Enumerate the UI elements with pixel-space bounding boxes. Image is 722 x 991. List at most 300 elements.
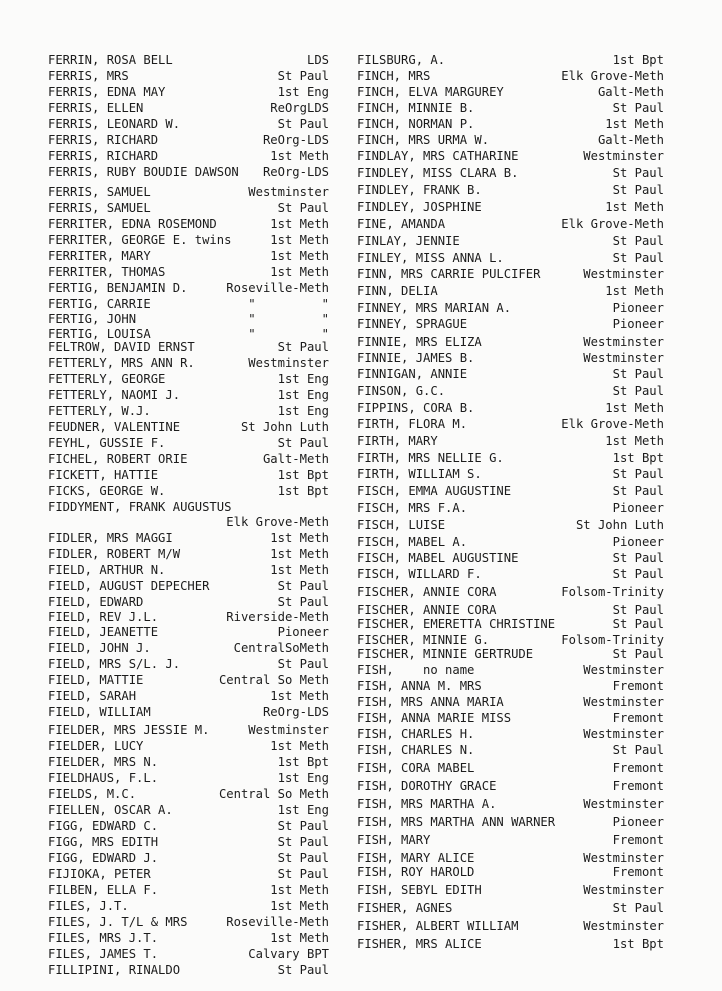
entry-church: Galt-Meth — [262, 452, 329, 466]
entry-church: 1st Bpt — [612, 937, 664, 951]
entry-church: CentralSoMeth — [233, 641, 329, 655]
entry-church: St Paul — [277, 867, 329, 881]
entry-name: FISH, MRS MARTHA A. — [357, 797, 497, 811]
entry-church: St Paul — [277, 963, 329, 977]
directory-entry — [48, 962, 329, 978]
entry-church: 1st Eng — [277, 372, 329, 386]
directory-entry — [357, 52, 664, 68]
entry-name: FERRIS, LEONARD W. — [48, 117, 181, 131]
directory-entry — [357, 726, 664, 742]
entry-name: FIELLEN, OSCAR A. — [48, 803, 173, 817]
entry-name: FISH, ANNA M. MRS — [357, 679, 482, 693]
entry-church: Pioneer — [612, 501, 664, 515]
directory-entry — [48, 930, 329, 946]
entry-name: FISH, MRS MARTHA ANN WARNER — [357, 815, 556, 829]
entry-church: ReOrgLDS — [270, 101, 329, 115]
entry-name: FERRIS, MRS — [48, 69, 129, 83]
directory-entry — [48, 946, 329, 962]
entry-church: Fremont — [612, 865, 664, 879]
entry-church: St Paul — [612, 484, 664, 498]
directory-entry — [357, 517, 664, 533]
entry-name: FERRITER, THOMAS — [48, 265, 166, 279]
entry-church: St Paul — [612, 166, 664, 180]
entry-church: St Paul — [612, 384, 664, 398]
directory-entry — [357, 350, 664, 366]
entry-church: St Paul — [612, 101, 664, 115]
entry-church: St Paul — [612, 234, 664, 248]
directory-entry — [48, 311, 329, 327]
entry-name: FISH, CORA MABEL — [357, 761, 475, 775]
directory-entry — [48, 688, 329, 704]
entry-church: St Paul — [612, 617, 664, 631]
entry-name: FINDLEY, JOSPHINE — [357, 200, 482, 214]
entry-church: Westminster — [583, 663, 664, 677]
entry-church: St John Luth — [575, 518, 664, 532]
entry-church: 1st Bpt — [277, 755, 329, 769]
directory-entry — [357, 216, 664, 232]
entry-name: FIELDS, M.C. — [48, 787, 137, 801]
entry-church: 1st Eng — [277, 388, 329, 402]
entry-church: St John Luth — [240, 420, 329, 434]
entry-name: FINNIGAN, ANNIE — [357, 367, 468, 381]
directory-entry — [357, 283, 664, 299]
entry-name: FIELD, SARAH — [48, 689, 137, 703]
directory-entry — [48, 164, 329, 180]
directory-entry — [357, 116, 664, 132]
entry-name: FINSON, G.C. — [357, 384, 446, 398]
entry-name: FISH, DOROTHY GRACE — [357, 779, 497, 793]
directory-entry — [48, 802, 329, 818]
directory-entry — [48, 914, 329, 930]
entry-name: FIDDYMENT, FRANK AUGUSTUS — [48, 500, 232, 514]
entry-church: 1st Meth — [270, 563, 329, 577]
entry-church: 1st Eng — [277, 771, 329, 785]
directory-entry — [48, 866, 329, 882]
directory-entry — [48, 818, 329, 834]
directory-entry — [357, 433, 664, 449]
entry-church: Calvary BPT — [248, 947, 329, 961]
entry-name: FIDLER, ROBERT M/W — [48, 547, 181, 561]
entry-name: FIELDER, LUCY — [48, 739, 144, 753]
directory-entry — [48, 435, 329, 451]
entry-church: 1st Meth — [270, 249, 329, 263]
entry-name: FISCH, LUISE — [357, 518, 446, 532]
entry-name: FISH, SEBYL EDITH — [357, 883, 482, 897]
entry-name: FIDLER, MRS MAGGI — [48, 531, 173, 545]
directory-entry — [48, 84, 329, 100]
directory-entry — [48, 786, 329, 802]
directory-entry — [357, 882, 664, 898]
entry-name: FIELD, MRS S/L. J. — [48, 657, 181, 671]
entry-church: St Paul — [277, 201, 329, 215]
entry-church: ReOrg-LDS — [262, 705, 329, 719]
entry-church: 1st Meth — [605, 284, 664, 298]
directory-entry — [357, 132, 664, 148]
entry-name: FIELD, WILLIAM — [48, 705, 151, 719]
directory-entry — [357, 199, 664, 215]
entry-church: 1st Meth — [605, 200, 664, 214]
entry-name: FILES, JAMES T. — [48, 947, 159, 961]
entry-church: St Paul — [277, 595, 329, 609]
directory-entry — [357, 584, 664, 600]
entry-church: Roseville-Meth — [226, 281, 329, 295]
entry-church: St Paul — [612, 367, 664, 381]
entry-name: FERRIS, SAMUEL — [48, 185, 151, 199]
directory-entry — [48, 248, 329, 264]
directory-entry — [48, 296, 329, 312]
entry-name: FISCH, MABEL AUGUSTINE — [357, 551, 519, 565]
entry-name: FINCH, MINNIE B. — [357, 101, 475, 115]
entry-name: FETTERLY, GEORGE — [48, 372, 166, 386]
entry-name: FIELDER, MRS N. — [48, 755, 159, 769]
entry-church: ReOrg-LDS — [262, 165, 329, 179]
directory-entry — [48, 514, 329, 530]
directory-entry — [48, 499, 329, 515]
entry-church: 1st Eng — [277, 803, 329, 817]
entry-name: FETTERLY, NAOMI J. — [48, 388, 181, 402]
entry-name: FIGG, EDWARD J. — [48, 851, 159, 865]
entry-name: FISHER, AGNES — [357, 901, 453, 915]
entry-name: FINCH, MRS — [357, 69, 431, 83]
entry-name: FISHER, MRS ALICE — [357, 937, 482, 951]
entry-name: FISCH, MRS F.A. — [357, 501, 468, 515]
entry-church: Pioneer — [612, 301, 664, 315]
entry-church: Galt-Meth — [597, 85, 664, 99]
directory-entry — [357, 250, 664, 266]
directory-entry — [357, 68, 664, 84]
entry-name: FISHER, ALBERT WILLIAM — [357, 919, 519, 933]
directory-entry — [357, 550, 664, 566]
entry-name: FILES, J. T/L & MRS — [48, 915, 188, 929]
entry-church: Fremont — [612, 711, 664, 725]
directory-entry — [357, 900, 664, 916]
entry-church: St Paul — [277, 117, 329, 131]
directory-entry — [357, 300, 664, 316]
entry-name: FINNIE, MRS ELIZA — [357, 335, 482, 349]
entry-name: FISCH, MABEL A. — [357, 535, 468, 549]
directory-entry — [357, 416, 664, 432]
entry-name: FIELD, JEANETTE — [48, 625, 159, 639]
entry-name: FIELDER, MRS JESSIE M. — [48, 723, 210, 737]
entry-church: Central So Meth — [218, 787, 329, 801]
directory-entry — [48, 116, 329, 132]
entry-church: 1st Meth — [270, 265, 329, 279]
directory-entry — [48, 640, 329, 656]
entry-church: 1st Meth — [605, 401, 664, 415]
entry-name: FICKETT, HATTIE — [48, 468, 159, 482]
entry-church: Fremont — [612, 833, 664, 847]
entry-church: Westminster — [583, 851, 664, 865]
directory-entry — [357, 814, 664, 830]
directory-entry — [48, 483, 329, 499]
entry-name: FERRIS, ELLEN — [48, 101, 144, 115]
directory-entry — [48, 834, 329, 850]
right-column — [357, 52, 664, 952]
entry-name: FISH, CHARLES N. — [357, 743, 475, 757]
entry-church: St Paul — [277, 819, 329, 833]
entry-name: FISCHER, ANNIE CORA — [357, 603, 497, 617]
entry-church: St Paul — [612, 467, 664, 481]
directory-entry — [357, 100, 664, 116]
entry-name: FINDLAY, MRS CATHARINE — [357, 149, 519, 163]
entry-church: Pioneer — [612, 317, 664, 331]
directory-entry — [48, 403, 329, 419]
entry-church: 1st Eng — [277, 85, 329, 99]
entry-church: 1st Meth — [270, 689, 329, 703]
directory-entry — [357, 483, 664, 499]
entry-name: FISH, MARY ALICE — [357, 851, 475, 865]
entry-name: FIELD, EDWARD — [48, 595, 144, 609]
entry-name: FISH, ROY HAROLD — [357, 865, 475, 879]
entry-church: 1st Meth — [270, 931, 329, 945]
entry-church: Galt-Meth — [597, 133, 664, 147]
entry-church: Elk Grove-Meth — [561, 217, 664, 231]
entry-name: FINLAY, JENNIE — [357, 234, 460, 248]
entry-name: FETTERLY, W.J. — [48, 404, 151, 418]
entry-name: FILBEN, ELLA F. — [48, 883, 159, 897]
directory-entry — [48, 754, 329, 770]
directory-entry — [357, 662, 664, 678]
entry-church: Fremont — [612, 679, 664, 693]
directory-entry — [48, 339, 329, 355]
entry-name: FIELD, JOHN J. — [48, 641, 151, 655]
entry-name: FILES, MRS J.T. — [48, 931, 159, 945]
entry-church: Elk Grove-Meth — [561, 417, 664, 431]
directory-entry — [357, 616, 664, 632]
entry-name: FERTIG, LOUISA — [48, 327, 151, 341]
directory-entry — [48, 738, 329, 754]
entry-church: 1st Bpt — [277, 484, 329, 498]
directory-entry — [357, 832, 664, 848]
directory-entry — [48, 578, 329, 594]
directory-entry — [48, 530, 329, 546]
entry-church: Westminster — [583, 919, 664, 933]
entry-name: FERRIS, EDNA MAY — [48, 85, 166, 99]
entry-name: FINLEY, MISS ANNA L. — [357, 251, 504, 265]
directory-entry — [48, 704, 329, 720]
entry-name: FISCHER, MINNIE GERTRUDE — [357, 647, 534, 661]
directory-entry — [357, 918, 664, 934]
entry-church: 1st Meth — [270, 547, 329, 561]
entry-church: St Paul — [612, 603, 664, 617]
entry-name: FINDLEY, MISS CLARA B. — [357, 166, 519, 180]
directory-entry — [357, 148, 664, 164]
entry-church: Westminster — [583, 883, 664, 897]
entry-name: FIGG, MRS EDITH — [48, 835, 159, 849]
entry-church: 1st Meth — [270, 233, 329, 247]
entry-church: Roseville-Meth — [226, 915, 329, 929]
entry-church: 1st Meth — [605, 117, 664, 131]
entry-name: FERRITER, MARY — [48, 249, 151, 263]
entry-name: FETTERLY, MRS ANN R. — [48, 356, 195, 370]
directory-entry — [48, 52, 329, 68]
entry-church: St Paul — [277, 657, 329, 671]
directory-entry — [48, 371, 329, 387]
directory-entry — [48, 898, 329, 914]
entry-church: St Paul — [277, 579, 329, 593]
entry-name: FERRITER, GEORGE E. twins — [48, 233, 232, 247]
entry-church: St Paul — [612, 647, 664, 661]
entry-church: 1st Meth — [270, 531, 329, 545]
entry-church: St Paul — [612, 901, 664, 915]
directory-entry — [357, 383, 664, 399]
entry-name: FIELD, AUGUST DEPECHER — [48, 579, 210, 593]
entry-church: St Paul — [277, 835, 329, 849]
entry-name: FINNEY, SPRAGUE — [357, 317, 468, 331]
entry-church: Pioneer — [277, 625, 329, 639]
entry-name: FERRIS, RICHARD — [48, 133, 159, 147]
directory-entry — [48, 594, 329, 610]
entry-name: FIJIOKA, PETER — [48, 867, 151, 881]
entry-name: FINN, MRS CARRIE PULCIFER — [357, 267, 541, 281]
entry-name: FIRTH, MARY — [357, 434, 438, 448]
directory-entry — [357, 778, 664, 794]
directory-entry — [357, 266, 664, 282]
entry-name: FILSBURG, A. — [357, 53, 446, 67]
entry-name: FISCHER, EMERETTA CHRISTINE — [357, 617, 556, 631]
directory-entry — [48, 355, 329, 371]
entry-name: FERRIN, ROSA BELL — [48, 53, 173, 67]
directory-entry — [48, 770, 329, 786]
entry-church: Central So Meth — [218, 673, 329, 687]
directory-entry — [357, 165, 664, 181]
directory-entry — [48, 419, 329, 435]
directory-entry — [48, 264, 329, 280]
entry-name: FINNIE, JAMES B. — [357, 351, 475, 365]
entry-name: FISH, no name — [357, 663, 475, 677]
directory-entry — [357, 710, 664, 726]
directory-entry — [357, 450, 664, 466]
entry-name: FERTIG, JOHN — [48, 312, 137, 326]
entry-church: 1st Meth — [270, 149, 329, 163]
directory-entry — [357, 316, 664, 332]
entry-name: FISCH, EMMA AUGUSTINE — [357, 484, 512, 498]
entry-name: FELTROW, DAVID ERNST — [48, 340, 195, 354]
directory-entry — [357, 334, 664, 350]
entry-name: FIRTH, MRS NELLIE G. — [357, 451, 504, 465]
entry-church: Folsom-Trinity — [561, 633, 664, 647]
entry-name: FINNEY, MRS MARIAN A. — [357, 301, 512, 315]
entry-name: FIRTH, FLORA M. — [357, 417, 468, 431]
directory-entry — [48, 624, 329, 640]
entry-name: FINDLEY, FRANK B. — [357, 183, 482, 197]
directory-entry — [48, 656, 329, 672]
entry-church: St Paul — [612, 567, 664, 581]
directory-entry — [48, 100, 329, 116]
entry-name: FIELDHAUS, F.L. — [48, 771, 159, 785]
entry-church: 1st Bpt — [612, 451, 664, 465]
directory-entry — [357, 566, 664, 582]
directory-entry — [357, 678, 664, 694]
entry-name: FINCH, ELVA MARGUREY — [357, 85, 504, 99]
directory-entry — [357, 742, 664, 758]
entry-church: " " — [248, 312, 329, 326]
entry-church: St Paul — [277, 436, 329, 450]
directory-entry — [48, 200, 329, 216]
entry-church: LDS — [306, 53, 329, 67]
directory-entry — [48, 882, 329, 898]
entry-church: St Paul — [277, 340, 329, 354]
entry-name: FERRIS, RICHARD — [48, 149, 159, 163]
entry-name: FISCHER, MINNIE G. — [357, 633, 490, 647]
entry-name: FILLIPINI, RINALDO — [48, 963, 181, 977]
directory-entry — [48, 467, 329, 483]
entry-name: FIPPINS, CORA B. — [357, 401, 475, 415]
entry-church: 1st Meth — [270, 739, 329, 753]
entry-church: Westminster — [583, 267, 664, 281]
directory-entry — [48, 387, 329, 403]
entry-church: Elk Grove-Meth — [226, 515, 329, 529]
directory-entry — [48, 132, 329, 148]
entry-name: FEYHL, GUSSIE F. — [48, 436, 166, 450]
entry-church: Pioneer — [612, 815, 664, 829]
directory-entry — [357, 182, 664, 198]
entry-church: Pioneer — [612, 535, 664, 549]
entry-church: Westminster — [248, 723, 329, 737]
directory-entry — [357, 534, 664, 550]
entry-church: Westminster — [248, 185, 329, 199]
directory-entry — [48, 280, 329, 296]
directory-entry — [48, 216, 329, 232]
entry-church: Folsom-Trinity — [561, 585, 664, 599]
directory-entry — [48, 546, 329, 562]
entry-church: Westminster — [583, 335, 664, 349]
entry-church: Westminster — [583, 797, 664, 811]
entry-church: Westminster — [583, 695, 664, 709]
entry-name: FISH, CHARLES H. — [357, 727, 475, 741]
entry-name: FERTIG, CARRIE — [48, 297, 151, 311]
directory-entry — [357, 646, 664, 662]
entry-name: FERRIS, SAMUEL — [48, 201, 151, 215]
entry-church: 1st Meth — [605, 434, 664, 448]
directory-entry — [357, 233, 664, 249]
entry-church: 1st Meth — [270, 217, 329, 231]
directory-entry — [48, 672, 329, 688]
entry-church: St Paul — [277, 851, 329, 865]
directory-entry — [357, 84, 664, 100]
entry-church: 1st Bpt — [277, 468, 329, 482]
entry-church: " " — [248, 297, 329, 311]
entry-name: FINE, AMANDA — [357, 217, 446, 231]
directory-entry — [48, 562, 329, 578]
directory-entry — [48, 232, 329, 248]
left-column — [48, 52, 329, 977]
entry-name: FIRTH, WILLIAM S. — [357, 467, 482, 481]
entry-church: " " — [248, 327, 329, 341]
directory-entry — [48, 184, 329, 200]
entry-name: FISH, MARY — [357, 833, 431, 847]
directory-entry — [357, 366, 664, 382]
entry-name: FISH, MRS ANNA MARIA — [357, 695, 504, 709]
entry-name: FILES, J.T. — [48, 899, 129, 913]
entry-church: Westminster — [583, 351, 664, 365]
entry-name: FERRIS, RUBY BOUDIE DAWSON — [48, 165, 239, 179]
entry-name: FEUDNER, VALENTINE — [48, 420, 181, 434]
entry-name: FIGG, EDWARD C. — [48, 819, 159, 833]
directory-entry — [357, 796, 664, 812]
directory-entry — [48, 722, 329, 738]
entry-church: St Paul — [612, 251, 664, 265]
entry-name: FIELD, REV J.L. — [48, 610, 159, 624]
entry-church: Westminster — [583, 727, 664, 741]
directory-entry — [48, 148, 329, 164]
entry-name: FINN, DELIA — [357, 284, 438, 298]
entry-name: FISH, ANNA MARIE MISS — [357, 711, 512, 725]
directory-entry — [48, 850, 329, 866]
entry-name: FERTIG, BENJAMIN D. — [48, 281, 188, 295]
entry-name: FISCH, WILLARD F. — [357, 567, 482, 581]
entry-church: St Paul — [277, 69, 329, 83]
